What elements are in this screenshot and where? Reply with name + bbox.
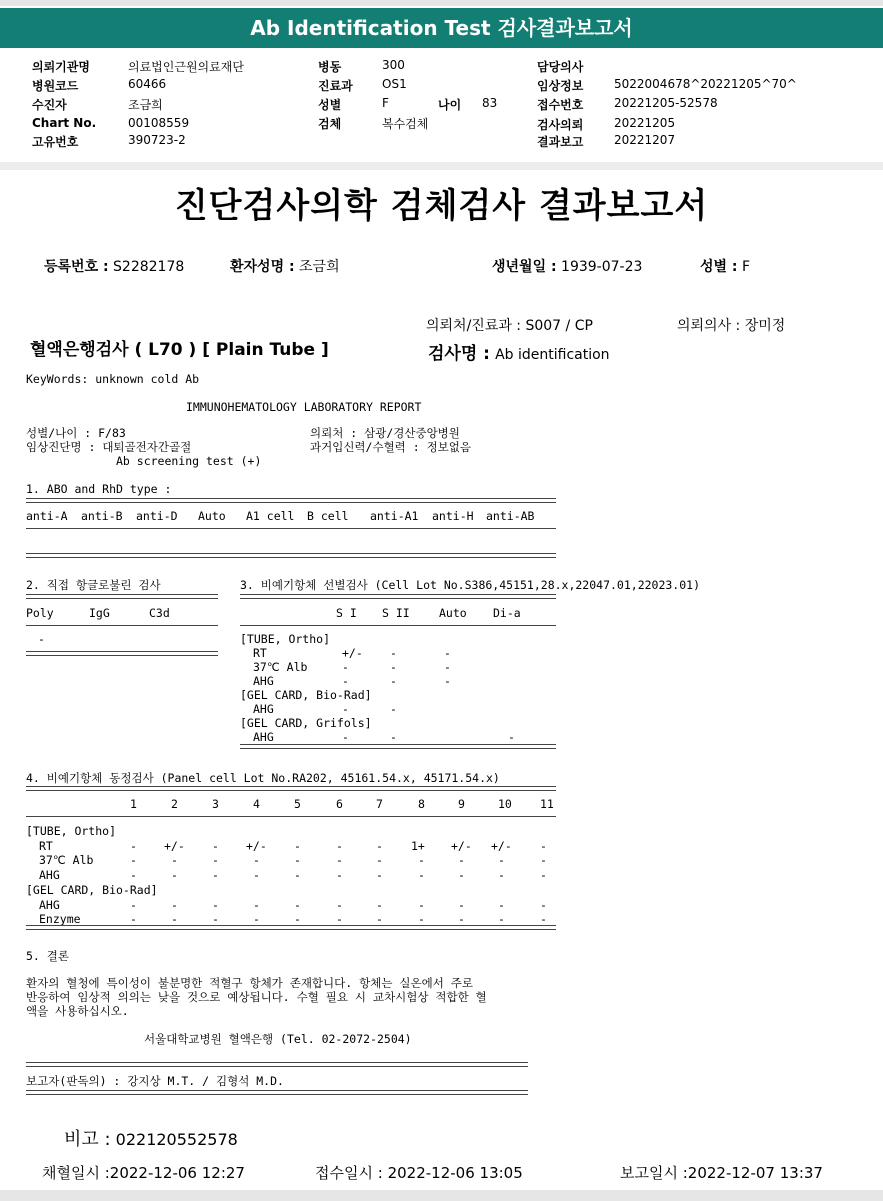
label-request-date: 검사의뢰 xyxy=(537,118,584,132)
remark-label: 비고 : xyxy=(64,1129,111,1150)
result-cell: - xyxy=(171,868,178,883)
value-report-date: 20221207 xyxy=(614,133,676,147)
screening-row xyxy=(240,716,556,730)
panel-cell-number: 1 xyxy=(130,797,137,811)
result-cell: - xyxy=(130,897,137,912)
screening-row xyxy=(240,660,556,674)
result-cell: - xyxy=(390,660,397,674)
remark xyxy=(64,1125,238,1151)
panel-cell-number: 10 xyxy=(498,797,512,811)
result-cell: - xyxy=(253,868,260,883)
dat-result: - xyxy=(38,632,45,646)
panel-row xyxy=(26,853,556,867)
receive-value: 2022-12-06 13:05 xyxy=(387,1164,523,1182)
result-cell: - xyxy=(336,912,343,927)
label-report-date: 결과보고 xyxy=(537,135,584,149)
value-hospital-code: 60466 xyxy=(128,77,167,91)
panel-cell-number: 6 xyxy=(336,797,343,811)
single-rule xyxy=(26,528,556,529)
result-cell: - xyxy=(171,897,178,912)
lab-report-title: IMMUNOHEMATOLOGY LABORATORY REPORT xyxy=(186,400,422,414)
panel-row xyxy=(26,868,556,882)
history-line: 과거입신력/수혈력 : 정보없음 xyxy=(310,440,472,454)
panel-header-row xyxy=(26,797,556,813)
test-name-label: 검사명 : xyxy=(428,344,490,364)
result-cell: - xyxy=(508,730,515,744)
report-banner: Ab Identification Test 검사결과보고서 xyxy=(0,8,883,48)
result-cell: - xyxy=(342,730,349,744)
panel-cell-number: 8 xyxy=(418,797,425,811)
result-cell: - xyxy=(444,660,451,674)
result-cell: - xyxy=(342,660,349,674)
result-cell: - xyxy=(498,868,505,883)
report-title: 진단검사의학 검체검사 결과보고서 xyxy=(174,186,709,226)
value-examinee: 조금희 xyxy=(128,98,163,112)
patient-name xyxy=(230,256,340,276)
referral-dept xyxy=(426,315,593,335)
result-cell: - xyxy=(540,868,547,883)
col-anti-h: anti-H xyxy=(432,509,474,523)
double-rule xyxy=(26,786,556,791)
report-time-label: 보고일시 : xyxy=(620,1164,688,1182)
result-cell: - xyxy=(336,868,343,883)
top-strip xyxy=(0,0,883,6)
row-label: AHG xyxy=(39,868,60,883)
col-c3d: C3d xyxy=(149,606,170,620)
result-cell: - xyxy=(540,853,547,868)
value-age: 83 xyxy=(482,96,498,110)
section-4-title: 4. 비예기항체 동정검사 (Panel cell Lot No.RA202, 45161.54.x, 45171.54.x) xyxy=(26,771,500,785)
col-anti-a: anti-A xyxy=(26,509,68,523)
result-cell: - xyxy=(376,838,383,853)
col-a1-cell: A1 cell xyxy=(246,509,295,523)
result-cell: - xyxy=(418,912,425,927)
value-clinical-info: 5022004678^20221205^70^ xyxy=(614,77,797,91)
label-ward: 병동 xyxy=(318,60,342,74)
value-specimen: 복수검체 xyxy=(382,117,429,131)
result-cell: +/- xyxy=(342,646,363,660)
value-chart-no: 00108559 xyxy=(128,116,190,130)
result-cell: - xyxy=(444,646,451,660)
result-cell: - xyxy=(418,897,425,912)
col-anti-d: anti-D xyxy=(136,509,178,523)
result-cell: - xyxy=(458,897,465,912)
result-cell: - xyxy=(130,838,137,853)
birth-date xyxy=(492,256,642,276)
result-cell: - xyxy=(130,868,137,883)
collect-label: 채혈일시 : xyxy=(42,1164,110,1182)
result-cell: - xyxy=(171,912,178,927)
sex-value: F xyxy=(741,259,751,275)
double-rule xyxy=(26,651,218,656)
screening-row xyxy=(240,632,556,646)
result-cell: - xyxy=(498,912,505,927)
result-cell: - xyxy=(540,912,547,927)
result-cell: - xyxy=(294,897,301,912)
col-auto: Auto xyxy=(439,606,467,620)
result-cell: - xyxy=(458,853,465,868)
label-clinical-info: 임상정보 xyxy=(537,79,584,93)
keywords: KeyWords: unknown cold Ab xyxy=(26,372,200,386)
result-cell: - xyxy=(294,838,301,853)
result-cell: - xyxy=(342,674,349,688)
double-rule xyxy=(26,1062,528,1067)
result-cell: - xyxy=(376,853,383,868)
label-receipt-no: 접수번호 xyxy=(537,98,584,112)
result-cell: - xyxy=(418,868,425,883)
blood-bank-contact: 서울대학교병원 혈액은행 (Tel. 02-2072-2504) xyxy=(144,1032,412,1046)
section-separator xyxy=(0,162,883,170)
result-cell: - xyxy=(444,674,451,688)
result-cell: - xyxy=(336,897,343,912)
single-rule xyxy=(26,816,556,817)
result-cell: - xyxy=(390,702,397,716)
result-cell: - xyxy=(342,702,349,716)
result-cell: - xyxy=(253,853,260,868)
result-cell: - xyxy=(390,646,397,660)
label-sex: 성별 xyxy=(318,98,342,112)
label-dept: 진료과 xyxy=(318,79,353,93)
abo-header-row xyxy=(26,509,556,525)
label-doctor: 담당의사 xyxy=(537,60,584,74)
sex-label: 성별 : xyxy=(700,259,738,275)
row-label: [GEL CARD, Bio-Rad] xyxy=(240,688,372,702)
doctor-label: 의뢰의사 : xyxy=(677,318,741,334)
row-label: [TUBE, Ortho] xyxy=(240,632,331,646)
col-s2: S II xyxy=(382,606,410,620)
value-unique-no: 390723-2 xyxy=(128,133,186,147)
conclusion-line: 액을 사용하십시오. xyxy=(26,1004,129,1018)
double-rule xyxy=(26,594,218,599)
test-group: 혈액은행검사 ( L70 ) [ Plain Tube ] xyxy=(30,340,329,360)
single-rule xyxy=(26,625,218,626)
collection-time xyxy=(42,1162,245,1183)
result-cell: - xyxy=(212,838,219,853)
row-label: RT xyxy=(39,838,53,853)
value-institution: 의료법인근원의료재단 xyxy=(128,60,244,74)
result-cell: +/- xyxy=(451,838,472,853)
result-cell: - xyxy=(540,897,547,912)
label-institution: 의뢰기관명 xyxy=(32,60,90,74)
dob-value: 1939-07-23 xyxy=(561,259,643,275)
patient-label: 환자성명 : xyxy=(230,259,295,275)
result-cell: - xyxy=(253,912,260,927)
label-specimen: 검체 xyxy=(318,117,342,131)
result-cell: +/- xyxy=(491,838,512,853)
label-chart-no: Chart No. xyxy=(32,116,97,130)
single-rule xyxy=(240,625,556,626)
row-label: [GEL CARD, Bio-Rad] xyxy=(26,882,158,897)
row-label: AHG xyxy=(253,674,274,688)
result-cell: - xyxy=(376,868,383,883)
col-anti-ab: anti-AB xyxy=(486,509,535,523)
remark-value: 022120552578 xyxy=(115,1130,238,1149)
panel-row xyxy=(26,898,556,912)
col-poly: Poly xyxy=(26,606,54,620)
registration-number xyxy=(44,256,184,276)
col-anti-a1: anti-A1 xyxy=(370,509,419,523)
screening-row xyxy=(240,646,556,660)
result-cell: - xyxy=(458,912,465,927)
collect-value: 2022-12-06 12:27 xyxy=(109,1164,245,1182)
panel-cell-number: 2 xyxy=(171,797,178,811)
result-cell: - xyxy=(418,853,425,868)
double-rule xyxy=(26,1090,528,1095)
referral-doctor xyxy=(677,315,785,335)
result-cell: - xyxy=(294,853,301,868)
row-label: [TUBE, Ortho] xyxy=(26,824,117,838)
panel-cell-number: 5 xyxy=(294,797,301,811)
result-cell: - xyxy=(540,838,547,853)
result-cell: - xyxy=(498,897,505,912)
result-cell: - xyxy=(294,868,301,883)
label-examinee: 수진자 xyxy=(32,98,67,112)
row-label: AHG xyxy=(253,702,274,716)
report-time xyxy=(620,1162,823,1183)
col-igg: IgG xyxy=(89,606,110,620)
reg-label: 등록번호 : xyxy=(44,259,109,275)
section-1-title: 1. ABO and RhD type : xyxy=(26,482,172,496)
receipt-time xyxy=(315,1162,523,1183)
diagnosis-line: 임상진단명 : 대퇴골전자간골절 xyxy=(26,440,192,454)
result-cell: - xyxy=(171,853,178,868)
panel-row xyxy=(26,839,556,853)
result-cell: - xyxy=(294,912,301,927)
result-cell: - xyxy=(253,897,260,912)
result-cell: - xyxy=(376,912,383,927)
result-cell: - xyxy=(212,868,219,883)
result-cell: - xyxy=(390,674,397,688)
value-receipt-no: 20221205-52578 xyxy=(614,96,718,110)
row-label: Enzyme xyxy=(39,912,81,927)
receive-label: 접수일시 : xyxy=(315,1164,383,1182)
patient-sex xyxy=(700,256,750,276)
panel-cell-number: 11 xyxy=(540,797,554,811)
value-ward: 300 xyxy=(382,58,405,72)
panel-cell-number: 7 xyxy=(376,797,383,811)
panel-row xyxy=(26,883,556,897)
result-cell: - xyxy=(130,853,137,868)
result-cell: - xyxy=(390,730,397,744)
col-auto: Auto xyxy=(198,509,226,523)
report-time-value: 2022-12-07 13:37 xyxy=(687,1164,823,1182)
col-anti-b: anti-B xyxy=(81,509,123,523)
label-unique-no: 고유번호 xyxy=(32,135,79,149)
reg-value: S2282178 xyxy=(113,259,185,275)
result-cell: - xyxy=(336,853,343,868)
screening-line: Ab screening test (+) xyxy=(116,454,262,468)
dept-value: S007 / CP xyxy=(525,318,593,334)
row-label: AHG xyxy=(39,897,60,912)
result-cell: +/- xyxy=(164,838,185,853)
section-5-title: 5. 결론 xyxy=(26,949,69,963)
test-name-value: Ab identification xyxy=(495,347,610,363)
row-label: 37℃ Alb xyxy=(253,660,308,674)
doctor-value: 장미정 xyxy=(744,318,786,334)
bottom-strip xyxy=(0,1190,883,1201)
value-request-date: 20221205 xyxy=(614,116,676,130)
dept-label: 의뢰처/진료과 : xyxy=(426,318,522,334)
result-cell: - xyxy=(212,853,219,868)
row-label: RT xyxy=(253,646,267,660)
row-label: [GEL CARD, Grifols] xyxy=(240,716,372,730)
col-b-cell: B cell xyxy=(307,509,349,523)
result-cell: - xyxy=(376,897,383,912)
sex-age-line: 성별/나이 : F/83 xyxy=(26,426,126,440)
value-dept: OS1 xyxy=(382,77,407,91)
col-s1: S I xyxy=(336,606,357,620)
label-age: 나이 xyxy=(438,98,462,112)
conclusion-line: 반응하여 임상적 의의는 낮을 것으로 예상됩니다. 수혈 필요 시 교차시험상 적합한 혈 xyxy=(26,990,487,1004)
label-hospital-code: 병원코드 xyxy=(32,79,79,93)
panel-cell-number: 4 xyxy=(253,797,260,811)
row-label: 37℃ Alb xyxy=(39,853,94,868)
screening-row xyxy=(240,702,556,716)
dob-label: 생년월일 : xyxy=(492,259,557,275)
double-rule xyxy=(26,498,556,503)
result-cell: 1+ xyxy=(411,838,425,853)
panel-cell-number: 3 xyxy=(212,797,219,811)
reporter-line: 보고자(판독의) : 강지상 M.T. / 김형석 M.D. xyxy=(26,1074,284,1088)
section-3-title: 3. 비예기항체 선별검사 (Cell Lot No.S386,45151,28.x,22047.01,22023.01) xyxy=(240,578,701,592)
conclusion-line: 환자의 혈청에 특이성이 불분명한 적혈구 항체가 존재합니다. 항체는 실온에서 주로 xyxy=(26,976,473,990)
test-name xyxy=(428,339,610,364)
patient-value: 조금희 xyxy=(299,259,340,275)
result-cell: - xyxy=(130,912,137,927)
dat-header-row xyxy=(26,606,218,622)
screening-row xyxy=(240,688,556,702)
result-cell: - xyxy=(212,912,219,927)
row-label: AHG xyxy=(253,730,274,744)
panel-cell-number: 9 xyxy=(458,797,465,811)
referrer-line: 의뢰처 : 삼광/경산중앙병원 xyxy=(310,426,460,440)
result-cell: - xyxy=(212,897,219,912)
screening-header-row xyxy=(240,606,556,622)
panel-row xyxy=(26,824,556,838)
col-dia: Di-a xyxy=(493,606,521,620)
value-sex: F xyxy=(382,96,389,110)
double-rule xyxy=(26,553,556,558)
result-cell: - xyxy=(498,853,505,868)
result-cell: +/- xyxy=(246,838,267,853)
section-2-title: 2. 직접 항글로불린 검사 xyxy=(26,578,161,592)
double-rule xyxy=(26,925,556,930)
double-rule xyxy=(240,594,556,599)
result-cell: - xyxy=(458,868,465,883)
result-cell: - xyxy=(336,838,343,853)
screening-row xyxy=(240,730,556,744)
double-rule xyxy=(240,744,556,749)
screening-row xyxy=(240,674,556,688)
